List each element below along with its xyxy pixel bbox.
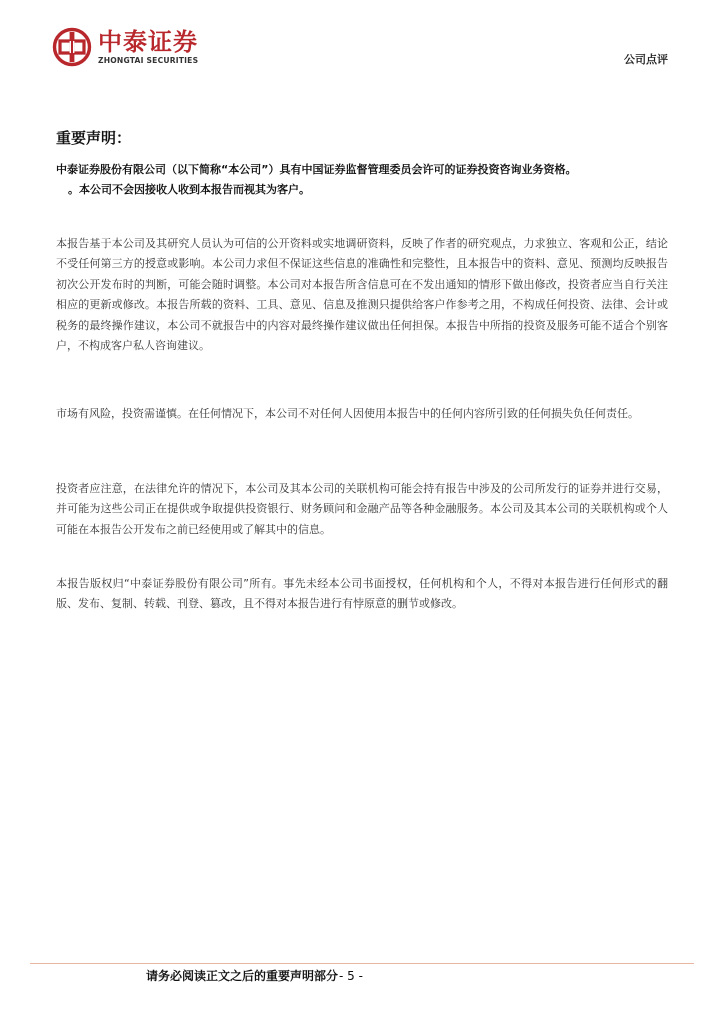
intro-line-1: 中泰证券股份有限公司（以下简称“本公司”）具有中国证券监督管理委员会许可的证券投资咨询业务资格。: [56, 163, 577, 176]
intro-statement: [56, 160, 676, 200]
brand-name-en: ZHONGTAI SECURITIES: [98, 56, 199, 65]
document-type-label: 公司点评: [624, 53, 668, 66]
footer-notice: 请务必阅读正文之后的重要声明部分: [146, 969, 339, 983]
disclaimer-paragraph-3: 投资者应注意，在法律允许的情况下，本公司及其本公司的关联机构可能会持有报告中涉及的公司所发行的证券并进行交易，并可能为这些公司正在提供或争取提供投资银行、财务顾问和金融产品等各种金融服务。本公司及其本公司的关联机构或个人可能在本报告公开发布之前已经使用或了解其中的信息。: [56, 482, 668, 536]
disclaimer-paragraph-2: 市场有风险，投资需谨慎。在任何情况下，本公司不对任何人因使用本报告中的任何内容所引致的任何损失负任何责任。: [56, 407, 639, 420]
page-footer: [146, 967, 363, 985]
footer-divider: [30, 963, 694, 964]
page-number: - 5 -: [339, 969, 363, 983]
zhongtai-logo-icon: [52, 27, 92, 67]
company-logo: [52, 27, 252, 71]
page-header: [0, 0, 724, 80]
brand-name-cn: 中泰证券: [98, 28, 198, 56]
intro-line-2: 。本公司不会因接收人收到本报告而视其为客户。: [68, 183, 310, 196]
disclaimer-paragraph-4: 本报告版权归“中泰证券股份有限公司”所有。事先未经本公司书面授权，任何机构和个人，不得对本报告进行任何形式的翻版、发布、复制、转载、刊登、篡改，且不得对本报告进行有悖原意的删节或修改。: [56, 577, 668, 611]
disclaimer-paragraph-1: 本报告基于本公司及其研究人员认为可信的公开资料或实地调研资料，反映了作者的研究观点，力求独立、客观和公正，结论不受任何第三方的授意或影响。本公司力求但不保证这些信息的准确性和完整性，且本报告中的资料、意见、预测均反映报告初次公开发布时的判断，可能会随时调整。本公司对本报告所含信息可在不发出通知的情形下做出修改，投资者应当自行关注相应的更新或修改。本报告所载的资料、工具、意见、信息及推测只提供给客户作参考之用，不构成任何投资、法律、会计或税务的最终操作建议，本公司不就报告中的内容对最终操作建议做出任何担保。本报告中所指的投资及服务可能不适合个别客户，不构成客户私人咨询建议。: [56, 237, 668, 353]
section-title: 重要声明：: [56, 129, 132, 147]
